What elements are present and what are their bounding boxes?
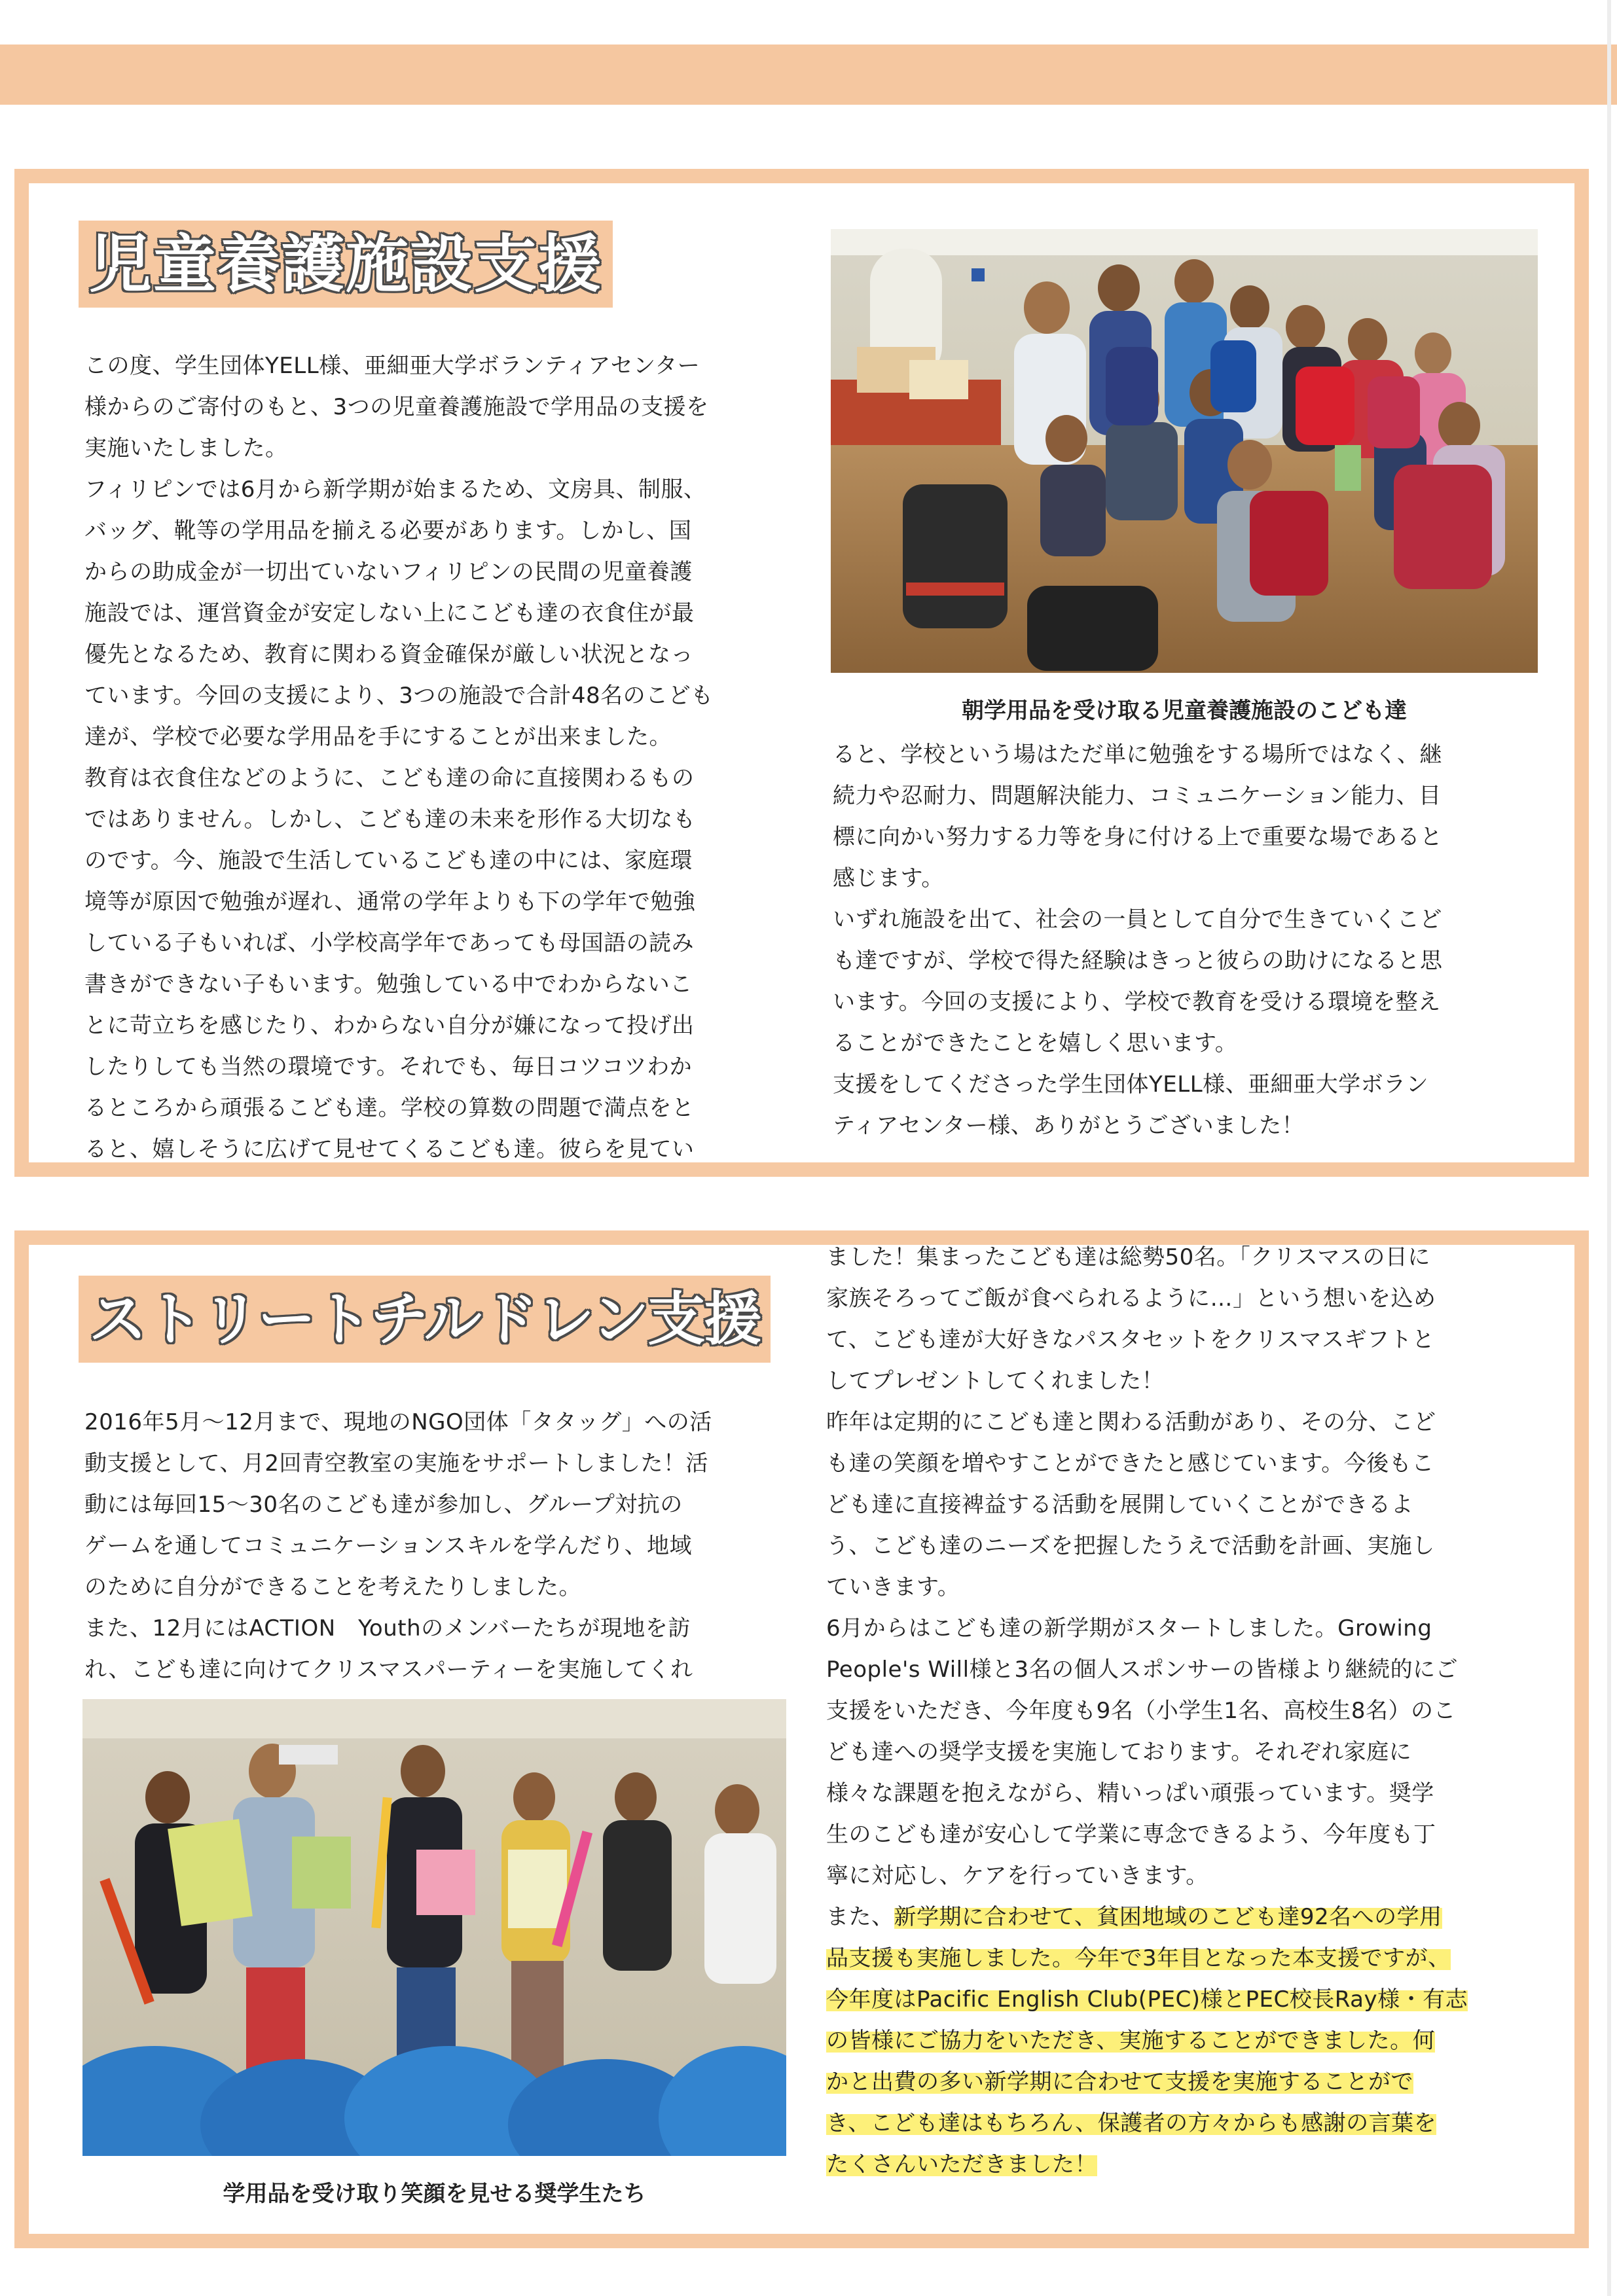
text-line: 昨年は定期的にこども達と関わる活動があり、その分、こど xyxy=(826,1409,1436,1435)
section-heading: ストリートチルドレン支援 xyxy=(79,1276,771,1363)
text-line: また、12月にはACTION Youthのメンバーたちが現地を訪 xyxy=(84,1615,691,1641)
section-body-left xyxy=(84,1402,712,1691)
text-line: れ、こども達に向けてクリスマスパーティーを実施してくれ xyxy=(84,1657,693,1683)
text-line: のです。今、施設で生活しているこども達の中には、家庭環 xyxy=(84,848,693,874)
text-line: からの助成金が一切出ていないフィリピンの民間の児童養護 xyxy=(84,559,693,585)
text-prefix: また、 xyxy=(826,1904,894,1930)
text-line: したりしても当然の環境です。それでも、毎日コツコツわか xyxy=(84,1054,693,1080)
page-edge xyxy=(1607,0,1611,2296)
text-line: も達ですが、学校で得た経験はきっと彼らの助けになると思 xyxy=(833,948,1443,974)
text-line: ると、嬉しそうに広げて見せてくるこども達。彼らを見てい xyxy=(84,1136,695,1162)
text-line: 様々な課題を抱えながら、精いっぱい頑張っています。奨学 xyxy=(826,1780,1434,1806)
children-home-photo xyxy=(831,229,1538,673)
text-line: 続力や忍耐力、問題解決能力、コミュニケーション能力、目 xyxy=(833,783,1442,809)
highlight-mark: たくさんいただきました！ xyxy=(826,2151,1097,2178)
highlight-mark: き、こども達はもちろん、保護者の方々からも感謝の言葉を xyxy=(826,2110,1437,2136)
text-line: ティアセンター様、ありがとうございました！ xyxy=(833,1113,1305,1139)
text-line: のために自分ができることを考えたりしました。 xyxy=(84,1574,581,1600)
highlighted-text-line xyxy=(826,1979,1468,2020)
text-line: 寧に対応し、ケアを行っていきます。 xyxy=(826,1863,1208,1889)
highlight-mark: かと出費の多い新学期に合わせて支援を実施することがで xyxy=(826,2069,1413,2095)
text-line: バッグ、靴等の学用品を揃える必要があります。しかし、国 xyxy=(84,518,692,544)
text-line: この度、学生団体YELL様、亜細亜大学ボランティアセンター xyxy=(84,353,700,379)
text-line: 6月からはこども達の新学期がスタートしました。Growing xyxy=(826,1615,1432,1641)
highlighted-text-line xyxy=(826,1938,1468,1979)
text-line: 生のこども達が安心して学業に専念できるよう、今年度も丁 xyxy=(826,1821,1436,1848)
text-line: 動支援として、月2回青空教室の実施をサポートしました！活 xyxy=(84,1450,708,1477)
highlighted-text-line xyxy=(826,2103,1468,2144)
text-line: People's Will様と3名の個人スポンサーの皆様より継続的にご xyxy=(826,1657,1459,1683)
text-line: ども達に直接裨益する活動を展開していくことができるよ xyxy=(826,1492,1413,1518)
photo-caption: 学用品を受け取り笑顔を見せる奨学生たち xyxy=(223,2181,646,2207)
text-line: ども達への奨学支援を実施しております。それぞれ家庭に xyxy=(826,1739,1412,1765)
text-line: とに苛立ちを感じたり、わからない自分が嫌になって投げ出 xyxy=(84,1013,695,1039)
text-line: ることができたことを嬉しく思います。 xyxy=(833,1030,1238,1056)
highlight-mark: の皆様にご協力をいただき、実施することができました。何 xyxy=(826,2028,1436,2054)
text-line: 実施いたしました。 xyxy=(84,435,288,461)
text-line: してプレゼントしてくれました！ xyxy=(826,1368,1165,1394)
children-home-support-section xyxy=(14,169,1589,1177)
text-line: 境等が原因で勉強が遅れ、通常の学年よりも下の学年で勉強 xyxy=(84,889,696,915)
text-line: う、こども達のニーズを把握したうえで活動を計画、実施し xyxy=(826,1533,1435,1559)
text-line: ていきます。 xyxy=(826,1574,960,1600)
text-line: ると、学校という場はただ単に勉強をする場所ではなく、継 xyxy=(833,742,1442,768)
text-line: 感じます。 xyxy=(833,865,944,891)
text-line: いずれ施設を出て、社会の一員として自分で生きていくこど xyxy=(833,906,1442,933)
students-with-supplies-image xyxy=(82,1699,786,2156)
text-line: 様からのご寄付のもと、3つの児童養護施設で学用品の支援を xyxy=(84,394,709,420)
highlight-mark: 新学期に合わせて、貧困地域のこども達92名への学用 xyxy=(894,1904,1442,1930)
street-children-support-section xyxy=(14,1230,1589,2248)
text-line: ゲームを通してコミュニケーションスキルを学んだり、地域 xyxy=(84,1533,693,1559)
section-body-right xyxy=(833,734,1443,1147)
text-line: 2016年5月～12月まで、現地のNGO団体「タタッグ」への活 xyxy=(84,1409,712,1435)
text-line: 優先となるため、教育に関わる資金確保が厳しい状況となっ xyxy=(84,641,694,668)
text-line: 標に向かい努力する力等を身に付ける上で重要な場であると xyxy=(833,824,1443,850)
text-line: るところから頑張るこども達。学校の算数の問題で満点をと xyxy=(84,1095,695,1121)
highlight-mark: 今年度はPacific English Club(PEC)様とPEC校長Ray様・有志 xyxy=(826,1986,1468,2013)
section-heading: 児童養護施設支援 xyxy=(79,221,613,308)
text-line: 達が、学校で必要な学用品を手にすることが出来ました。 xyxy=(84,724,672,750)
text-line: 動には毎回15～30名のこども達が参加し、グループ対抗の xyxy=(84,1492,683,1518)
text-line: 書きができない子もいます。勉強している中でわからないこ xyxy=(84,971,693,997)
photo-caption: 朝学用品を受け取る児童養護施設のこども達 xyxy=(962,698,1407,724)
highlighted-text-line xyxy=(826,1897,1468,1938)
scholarship-students-photo xyxy=(82,1699,786,2156)
section-body-right xyxy=(826,1237,1468,2185)
text-line: ています。今回の支援により、3つの施設で合計48名のこども xyxy=(84,683,714,709)
highlight-mark: 品支援も実施しました。今年で3年目となった本支援ですが、 xyxy=(826,1945,1451,1971)
highlighted-text-line xyxy=(826,2062,1468,2103)
text-line: ではありません。しかし、こども達の未来を形作る大切なも xyxy=(84,806,696,833)
text-line: います。今回の支援により、学校で教育を受ける環境を整え xyxy=(833,989,1441,1015)
text-line: て、こども達が大好きなパスタセットをクリスマスギフトと xyxy=(826,1327,1435,1353)
text-line: ました！集まったこども達は総勢50名。「クリスマスの日に xyxy=(826,1244,1430,1270)
text-line: 支援をしてくださった学生団体YELL様、亜細亜大学ボラン xyxy=(833,1071,1429,1098)
text-line: している子もいれば、小学校高学年であっても母国語の読み xyxy=(84,930,695,956)
text-line: も達の笑顔を増やすことができたと感じています。今後もこ xyxy=(826,1450,1434,1477)
highlighted-text-line xyxy=(826,2020,1468,2062)
text-line: 教育は衣食住などのように、こども達の命に直接関わるもの xyxy=(84,765,695,791)
text-line: 家族そろってご飯が食べられるように…」という想いを込め xyxy=(826,1285,1436,1312)
text-line: 支援をいただき、今年度も9名（小学生1名、高校生8名）のこ xyxy=(826,1698,1457,1724)
section-body-left xyxy=(84,346,714,1170)
text-line: フィリピンでは6月から新学期が始まるため、文房具、制服、 xyxy=(84,476,706,503)
top-color-band xyxy=(0,45,1617,105)
highlighted-text-line xyxy=(826,2144,1468,2185)
text-line: 施設では、運営資金が安定しない上にこども達の衣食住が最 xyxy=(84,600,695,626)
children-with-backpacks-image xyxy=(831,229,1538,673)
